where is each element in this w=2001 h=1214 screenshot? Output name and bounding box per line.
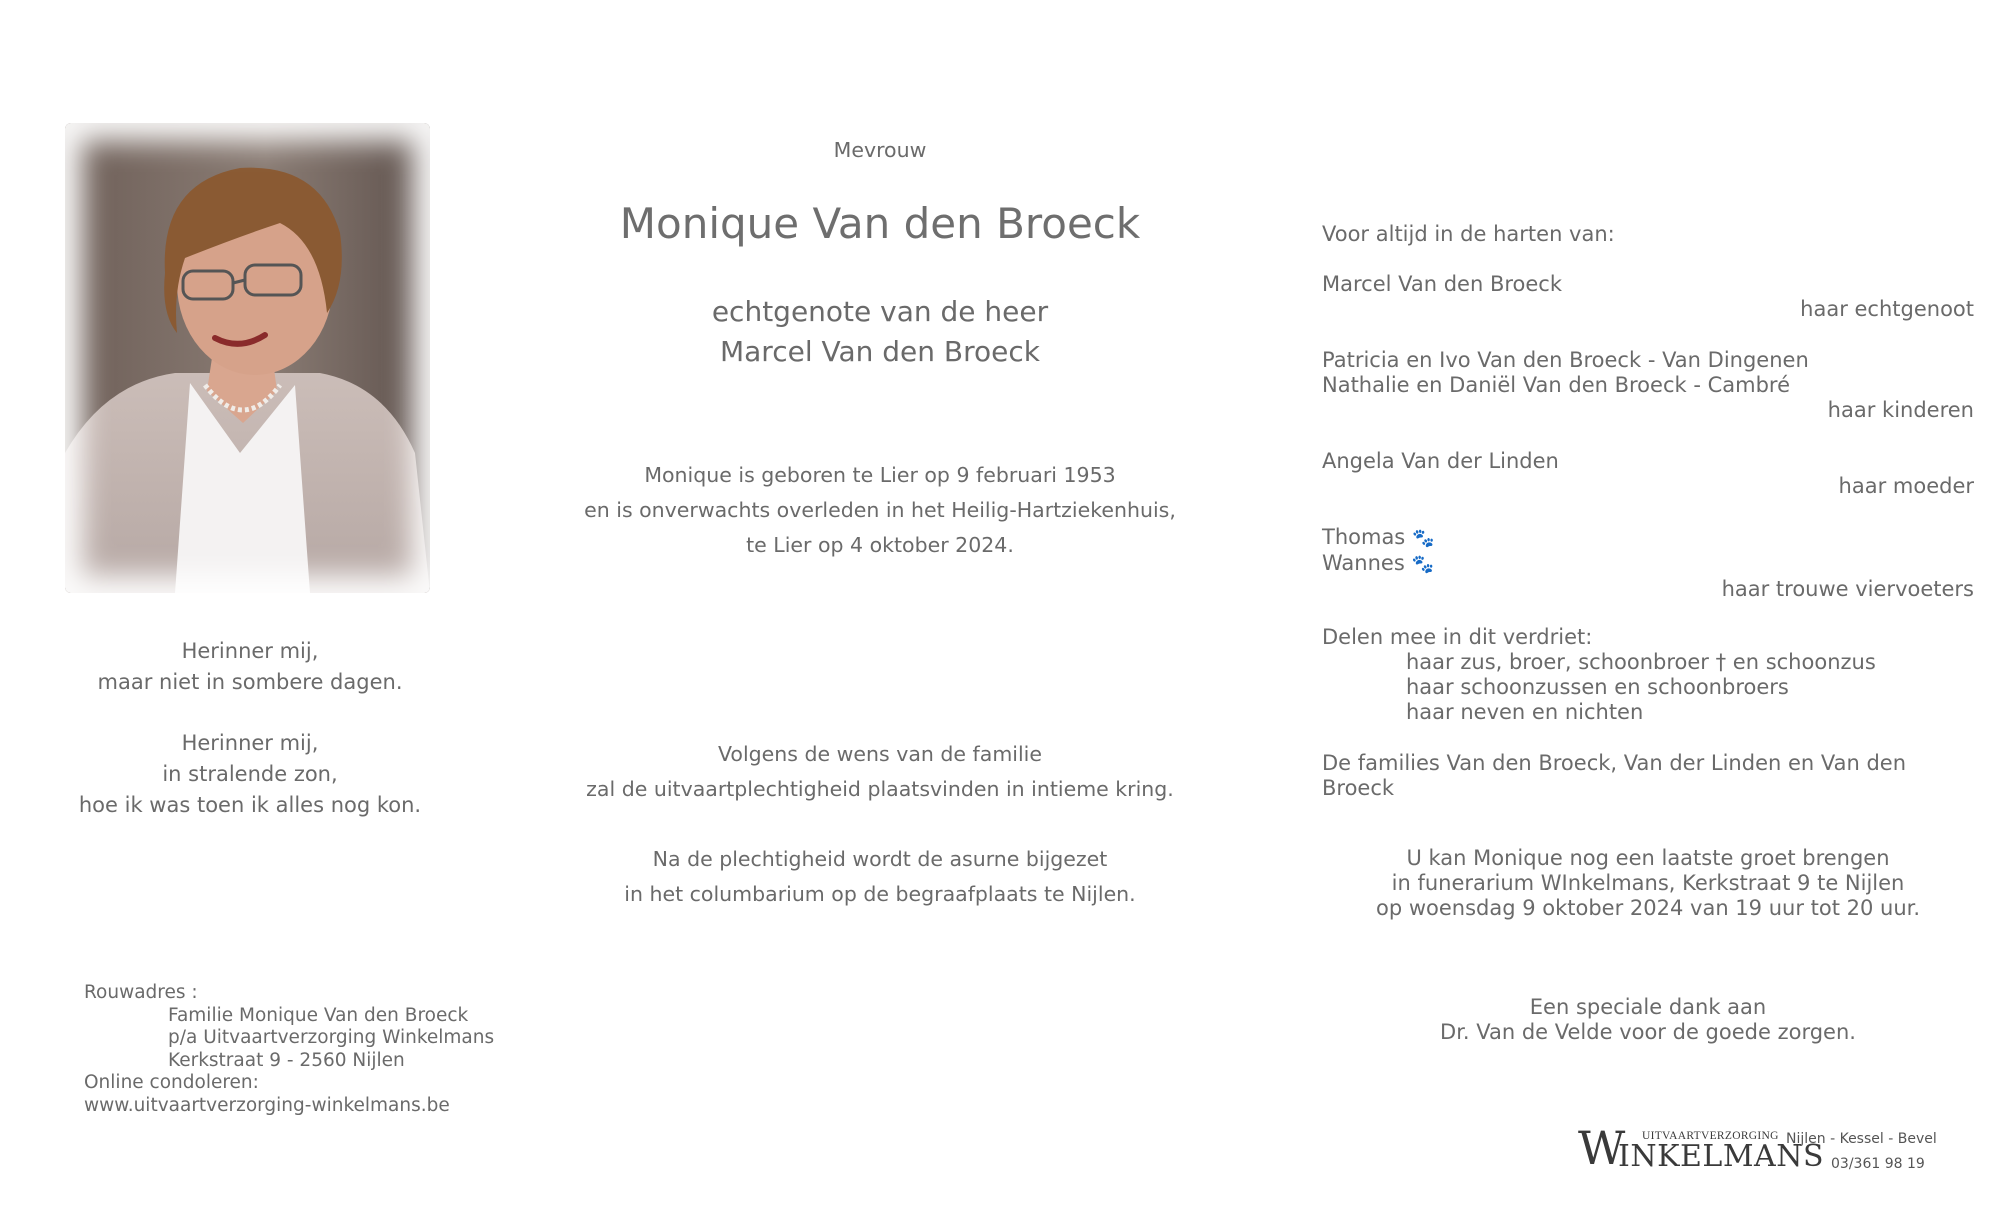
family-name: Marcel Van den Broeck — [1322, 272, 1563, 296]
poem-stanza-1 — [60, 636, 440, 698]
logo-subtitle: UITVAARTVERZORGING — [1642, 1130, 1779, 1142]
poem-line: Herinner mij, — [181, 731, 319, 755]
logo-phone: 03/361 98 19 — [1831, 1156, 1925, 1172]
text-line: Na de plechtigheid wordt de asurne bijgezet — [652, 847, 1108, 871]
families-line: De families Van den Broeck, Van der Linden en Van den Broeck — [1322, 751, 1907, 800]
birth-death-info — [560, 458, 1200, 563]
poem-line: hoe ik was toen ik alles nog kon. — [78, 793, 422, 817]
address-line: p/a Uitvaartverzorging Winkelmans — [168, 1027, 495, 1048]
share-line: haar schoonzussen en schoonbroers — [1406, 675, 1789, 699]
share-line: haar zus, broer, schoonbroer † en schoonzus — [1406, 650, 1876, 674]
text-line: Dr. Van de Velde voor de goede zorgen. — [1440, 1020, 1856, 1044]
family-name: Patricia en Ivo Van den Broeck - Van Dingenen — [1322, 348, 1809, 372]
text-line: op woensdag 9 oktober 2024 van 19 uur tot 20 uur. — [1375, 896, 1921, 920]
spouse-info — [560, 292, 1200, 372]
address-line: Kerkstraat 9 - 2560 Nijlen — [168, 1049, 405, 1071]
visitation-info — [1322, 846, 1974, 921]
share-line: haar neven en nichten — [1406, 700, 1644, 724]
text-line: te Lier op 4 oktober 2024. — [746, 533, 1014, 557]
share-grief — [1322, 625, 1974, 725]
spouse-line: Marcel Van den Broeck — [719, 335, 1041, 368]
family-mother — [1322, 449, 1974, 499]
online-condolence-label: Online condoleren: — [84, 1072, 259, 1093]
text-line: zal de uitvaartplechtigheid plaatsvinden in intieme kring. — [586, 777, 1174, 801]
thanks — [1322, 995, 1974, 1045]
address-label: Rouwadres : — [84, 982, 198, 1003]
family-role: haar moeder — [1838, 474, 1974, 498]
family-husband — [1322, 272, 1974, 322]
funeral-home-logo — [1578, 1121, 1937, 1182]
poem-line: Herinner mij, — [181, 639, 319, 663]
family-children — [1322, 348, 1974, 423]
family-name: Angela Van der Linden — [1322, 449, 1559, 473]
deceased-name: Monique Van den Broeck — [619, 199, 1141, 248]
family-intro: Voor altijd in de harten van: — [1322, 222, 1615, 246]
pet-name: Wannes — [1322, 551, 1405, 575]
paw-icon: 🐾 — [1411, 528, 1435, 549]
paw-icon: 🐾 — [1411, 554, 1434, 575]
pet-row — [1322, 551, 1974, 577]
logo-locations: Nijlen - Kessel - Bevel — [1786, 1131, 1937, 1147]
poem-line: in stralende zon, — [162, 762, 338, 786]
text-line: in funerarium WInkelmans, Kerkstraat 9 te Nijlen — [1391, 871, 1905, 895]
family-role: haar echtgenoot — [1800, 297, 1974, 321]
text-line: Volgens de wens van de familie — [718, 742, 1042, 766]
text-line: in het columbarium op de begraafplaats te Nijlen. — [624, 882, 1136, 906]
text-line: U kan Monique nog een laatste groet brengen — [1406, 846, 1890, 870]
spouse-line: echtgenote van de heer — [711, 295, 1049, 328]
family-role: haar trouwe viervoeters — [1721, 577, 1974, 601]
pet-row — [1322, 525, 1974, 551]
family-pets — [1322, 525, 1974, 602]
text-line: Een speciale dank aan — [1529, 995, 1767, 1019]
burial-info — [560, 842, 1200, 912]
pet-name: Thomas — [1322, 525, 1406, 549]
family-name: Nathalie en Daniël Van den Broeck - Cambré — [1322, 373, 1790, 397]
website-link[interactable]: www.uitvaartverzorging-winkelmans.be — [84, 1094, 450, 1116]
poem-stanza-2 — [60, 728, 440, 821]
text-line: en is onverwachts overleden in het Heilig-Hartziekenhuis, — [584, 498, 1176, 522]
ceremony-info — [560, 737, 1200, 807]
poem-line: maar niet in sombere dagen. — [97, 670, 403, 694]
logo-initial: W — [1578, 1121, 1626, 1175]
address-line: Familie Monique Van den Broeck — [168, 1004, 469, 1026]
logo-name: INKELMANS — [1618, 1139, 1825, 1174]
mourning-address — [84, 982, 494, 1117]
salutation: Mevrouw — [833, 138, 927, 162]
share-intro: Delen mee in dit verdriet: — [1322, 625, 1593, 649]
text-line: Monique is geboren te Lier op 9 februari 1953 — [644, 463, 1116, 487]
portrait-photo — [65, 123, 430, 593]
family-role: haar kinderen — [1827, 398, 1974, 422]
